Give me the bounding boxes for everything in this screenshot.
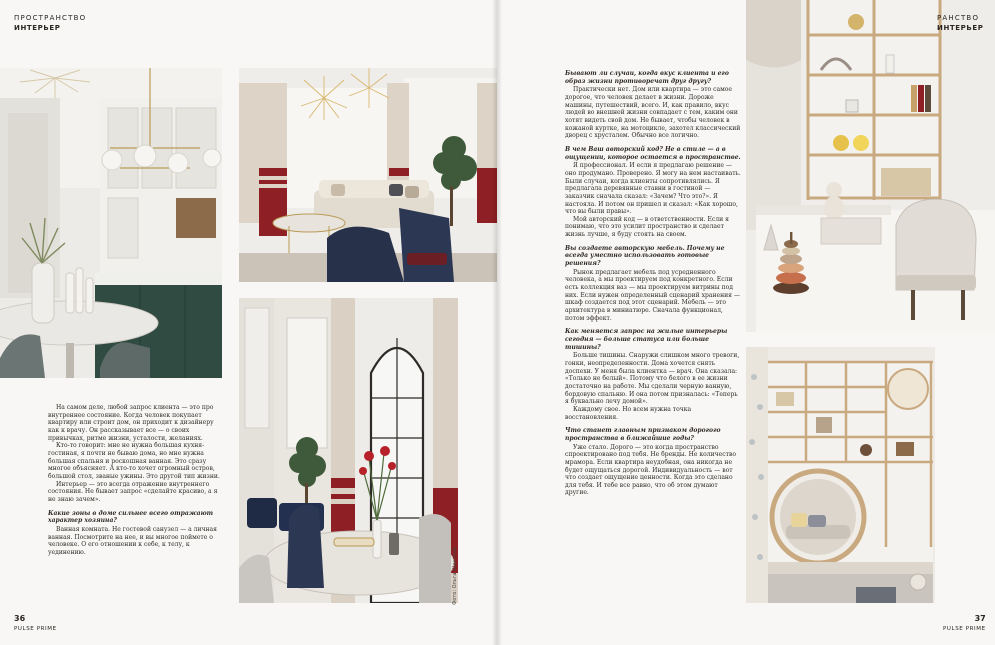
right-text-column [565, 70, 741, 497]
paragraph: Кто-то говорит: мне не нужна большая кухня-гостиная, я почти не бываю дома, но мне нужна большая спальня и роскошная ванная. Это сразу многое объясняет. А кто-то хочет огромный остров, большой стол, званые ужины. Это другой тип жизни. [48, 442, 220, 480]
page-footer-left [14, 614, 57, 634]
brand-name: PULSE PRIME [943, 626, 986, 632]
kitchen-dining-photo [0, 68, 222, 378]
right-page [497, 0, 995, 645]
left-page [0, 0, 497, 645]
page-number: 36 [14, 614, 26, 623]
interview-question: Что станет главным признаком дорогого пространства в ближайшие годы? [565, 427, 721, 442]
paragraph: Каждому свое. Но всем нужна точка восстановления. [565, 405, 692, 421]
photo-credit [452, 525, 460, 605]
brand-name: PULSE PRIME [14, 626, 57, 632]
header-rubric: ИНТЕРЬЕР [937, 24, 984, 32]
paragraph: Интерьер — это всегда отражение внутреннего состояния. Не бывает запрос «сделайте красиво, а я не знаю зачем». [48, 480, 218, 503]
dining-room-photo [239, 298, 458, 603]
interview-question: В чем Ваш авторский код? Не в стиле — а в ощущении, которое остается в пространстве. [565, 145, 741, 161]
interview-question: Какие зоны в доме сильнее всего отражают характер хозяина? [48, 509, 214, 525]
page-header-right [937, 13, 995, 33]
spread-gutter [492, 0, 502, 645]
interview-question: Бывают ли случаи, когда вкус клиента и его образ жизни противоречат друг другу? [565, 70, 729, 85]
paragraph: На самом деле, любой запрос клиента — это про внутреннее состояние. Когда человек покупает квартиру или строит дом, он приходит к дизайнеру как к врачу. Он рассказывает все — о своих привычках, ритме жизни, усталости, желаниях. [48, 404, 214, 442]
paragraph: Практически нет. Дом или квартира — это самое дорогое, что человек делает в жизни. Дороже машины, путешествий, всего. И, как правило, вкус людей во внешней жизни совпадает с тем, каким они хотят видеть свой дом. Не бывает, чтобы человек в кожаной куртке, на мотоцикле, захотел классический дворец с хрусталем. Обычно все логично. [565, 86, 741, 140]
page-header-left [14, 13, 86, 33]
paragraph: Рынок предлагает мебель под усредненного человека, а мы проектируем под конкретного. Если есть коллекция ваз — мы проектируем витрины под них. Если нужен определенный сценарий хранения — шкаф создается под этот сценарий. Мебель — это архитектура в миниатюре. Сначала функционал, потом эффект. [565, 268, 740, 322]
living-room-photo [239, 68, 497, 282]
left-text-column [48, 404, 224, 556]
header-section: ПРОСТРАНСТВО [14, 14, 87, 22]
page-number: 37 [974, 614, 986, 623]
kids-room-photo [746, 0, 995, 332]
page-footer-right [943, 614, 986, 634]
paragraph: Больше тишины. Снаружи слишком много тревоги, гонки, неопределенности. Дома хочется снять доспехи. У меня была клиентка — врач. Она сказала: «Только не белый». Потому что белого в ее жизни достаточно на работе. Мы сделали черную ванную, бордовую спальню. И она потом призналась: «Теперь я буквально лечу домой». [565, 352, 740, 406]
paragraph: Мой авторский код — в ответственности. Если я понимаю, что это усилит пространство и сделает жизнь лучше, я буду стоять на своем. [565, 215, 729, 239]
interview-question: Вы создаете авторскую мебель. Почему не всегда уместно использовать готовые решения? [565, 244, 725, 268]
reading-nook-photo [746, 347, 935, 603]
header-rubric: ИНТЕРЬЕР [14, 24, 61, 32]
paragraph: Ванная комната. Не гостевой санузел — а личная ванная. Посмотрите на нее, и вы многое поймете о человеке. О его отношении к себе, к телу, к уединению. [48, 525, 217, 556]
photo-credit-text: Фото: Ольга Шангина [452, 547, 458, 605]
paragraph: Я профессионал. И если я предлагаю решение — оно продумано. Проверено. Я могу на нем настаивать. Были случаи, когда клиенты сопротивлялись. Я предлагала деревянные ставни в гостиной — заказчик сначала сказал: «Зачем? Что это?». Я настояла. И потом он пришел и сказал: «Как хорошо, что вы были правы». [565, 162, 741, 216]
interview-question: Как меняется запрос на жилые интерьеры сегодня — больше статуса или больше тишины? [565, 328, 728, 351]
header-section: РАНСТВО [937, 14, 980, 22]
paragraph: Уже стало. Дорого — это когда пространство спроектировано под тебя. Не бренды. Не количество мрамора. Если квартира неудобная, она никогда не будет ощущаться дорогой. Индивидуальность — вот что создает ощущение ценности. Когда это сделано для тебя. И тебе все равно, что об этом думают другие. [565, 443, 737, 497]
